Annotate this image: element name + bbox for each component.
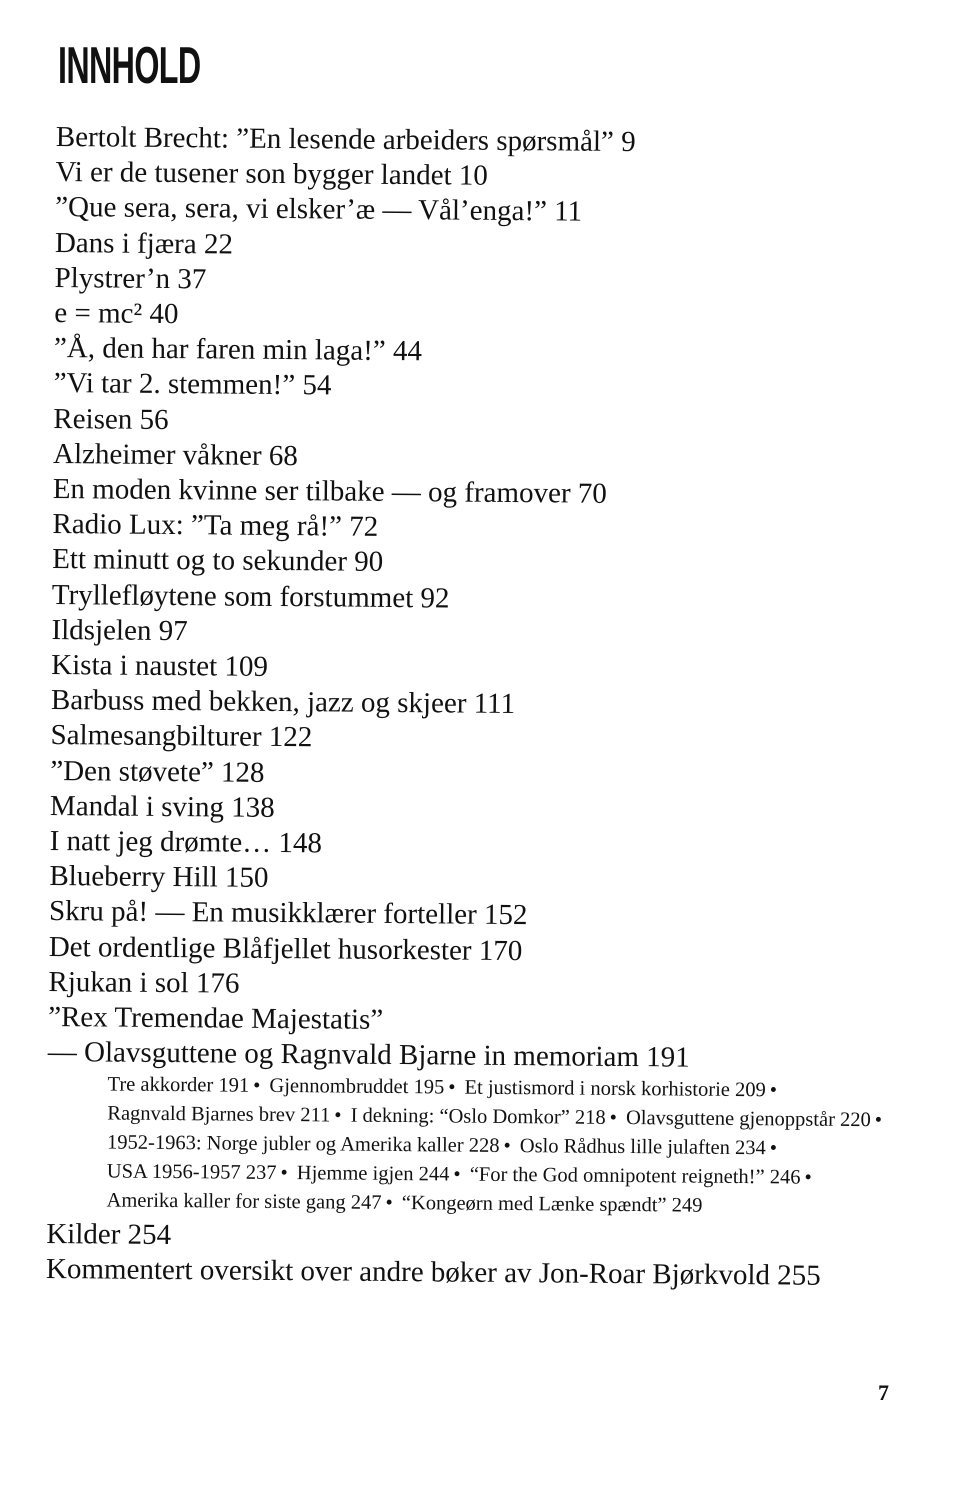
toc-entry-page: 255 — [777, 1259, 821, 1293]
bullet-separator: • — [385, 1192, 393, 1215]
toc-entry-page: 9 — [621, 125, 636, 159]
toc-entry-page: 56 — [139, 403, 169, 436]
toc-subentry-title: “For the God omnipotent reigneth!” — [469, 1164, 765, 1189]
toc-entry-page: 170 — [478, 934, 523, 967]
toc-subentry-title: Gjennombruddet — [269, 1075, 409, 1099]
toc-subentry — [106, 1190, 381, 1214]
toc-entry-page: 44 — [392, 335, 423, 368]
page-title: INNHOLD — [58, 37, 201, 95]
toc-subentry-page: 234 — [734, 1137, 766, 1160]
toc-entry-page: 37 — [177, 262, 207, 296]
bullet-separator: • — [448, 1076, 456, 1100]
bullet-separator: • — [874, 1109, 883, 1132]
toc-subentry-title: Oslo Rådhus lille julaften — [519, 1135, 731, 1160]
toc-subentry-page: 249 — [671, 1194, 703, 1218]
toc-subentry — [107, 1132, 500, 1157]
toc-subentry-title: Et justismord i norsk korhistorie — [464, 1077, 731, 1102]
toc-subentry — [269, 1075, 444, 1099]
bullet-separator: • — [769, 1137, 778, 1160]
toc-entry-page: 152 — [483, 899, 528, 932]
toc-entry-title: En moden kvinne ser tilbake — og framover — [52, 473, 571, 510]
toc-subentry-page: 247 — [350, 1192, 382, 1215]
toc-entry-page: 191 — [646, 1041, 690, 1074]
toc-entry — [54, 366, 914, 409]
toc-entry-title: Mandal i sving — [49, 789, 225, 824]
toc-entry-title: Ildsjelen — [51, 613, 152, 647]
toc-entry-title: Reisen — [53, 402, 133, 436]
toc-subentry-page: 211 — [300, 1104, 331, 1127]
bullet-separator: • — [609, 1107, 617, 1130]
toc-entry-page: 70 — [577, 477, 607, 510]
toc-subentries — [46, 1070, 897, 1222]
toc-entry-page: 68 — [268, 439, 299, 472]
toc-entry-page: 54 — [302, 369, 332, 402]
toc-entry-title: Alzheimer våkner — [52, 437, 262, 472]
toc-entry-title: Det ordentlige Blåfjellet husorkester — [48, 930, 472, 967]
bullet-separator: • — [334, 1104, 342, 1128]
bullet-separator: • — [253, 1075, 261, 1098]
toc-entry-title: e = mc² — [54, 297, 143, 330]
toc-entry-title: Kommentert oversikt over andre bøker av Jon-Roar Bjørkvold — [45, 1253, 771, 1292]
toc-entry-page: 40 — [149, 297, 179, 331]
toc-entry-title: Blueberry Hill — [49, 860, 218, 894]
bullet-separator: • — [769, 1079, 778, 1102]
toc-entry-title: Ett minutt og to sekunder — [52, 543, 348, 578]
toc-entry-title: Bertolt Brecht: ”En lesende arbeiders spørsmål” — [55, 120, 615, 158]
toc-entry-page: 111 — [473, 687, 516, 721]
toc-entry-title: Barbuss med bekken, jazz og skjeer — [50, 684, 467, 720]
toc-entry-title: Skru på! — En musikklærer forteller — [48, 895, 477, 932]
toc-subentry-page: 244 — [418, 1163, 450, 1186]
toc-entry-page: 97 — [158, 614, 188, 648]
toc-subentry-title: “Kongeørn med Lænke spændt” — [401, 1192, 667, 1217]
toc-entry-title: ”Den støvete” — [50, 754, 214, 789]
toc-subentry — [464, 1077, 765, 1102]
toc-subentry — [626, 1107, 871, 1131]
toc-subentry-page: 246 — [769, 1166, 801, 1190]
toc-entry-title: I natt jeg drømte… — [49, 825, 272, 859]
toc-subentry-title: Tre akkorder — [107, 1073, 214, 1097]
toc-subentry — [351, 1105, 606, 1129]
toc-entry-page: 148 — [278, 827, 323, 860]
toc-subentry-title: Amerika kaller for siste gang — [106, 1189, 346, 1215]
toc-subentry-title: USA 1956-1957 — [106, 1160, 241, 1185]
bullet-separator: • — [453, 1163, 461, 1187]
toc-entry-title: Salmesangbilturer — [50, 719, 262, 754]
bullet-separator: • — [804, 1167, 812, 1190]
table-of-contents — [46, 120, 916, 1295]
toc-entry-title: — Olavsguttene og Ragnvald Bjarne in memoriam — [47, 1036, 640, 1074]
toc-entry-page: 176 — [195, 967, 240, 1000]
toc-entry-title: Plystrer’n — [54, 261, 171, 295]
toc-entry-page: 90 — [354, 546, 384, 579]
toc-subentry-page: 220 — [839, 1109, 871, 1132]
toc-subentry-page: 237 — [245, 1162, 277, 1185]
toc-entry-page: 122 — [268, 721, 313, 754]
toc-subentry-title: I dekning: “Oslo Domkor” — [350, 1105, 570, 1130]
toc-entry-page: 92 — [420, 581, 450, 615]
toc-entry-page: 72 — [349, 510, 379, 544]
toc-subentry — [470, 1164, 801, 1189]
toc-entry-title: Kista i naustet — [51, 649, 218, 683]
toc-subentry-title: Olavsguttene gjenoppstår — [625, 1107, 836, 1132]
toc-subentry — [107, 1161, 277, 1184]
toc-subentry — [297, 1163, 450, 1186]
toc-entry-title: Vi er de tusener son bygger landet — [55, 156, 452, 192]
toc-entry-page: 11 — [554, 195, 583, 229]
toc-entry-page: 138 — [231, 791, 275, 824]
toc-subentry-title: Hjemme igjen — [296, 1162, 414, 1186]
toc-entry-title: ”Que sera, sera, vi elsker’æ — Vål’enga!” — [55, 191, 548, 228]
toc-subentry-page: 191 — [218, 1074, 250, 1098]
toc-entry-title: Radio Lux: ”Ta meg rå!” — [52, 508, 343, 543]
toc-entry-page: 128 — [220, 756, 265, 789]
toc-subentry-page: 195 — [413, 1076, 445, 1099]
toc-entry-title: Rjukan i sol — [48, 965, 189, 1000]
toc-subentry — [402, 1193, 703, 1218]
toc-subentry — [107, 1074, 249, 1097]
toc-subentry — [520, 1136, 766, 1160]
toc-entry-title: Tryllefløytene som forstummet — [51, 578, 414, 614]
toc-entry-title: Kilder — [46, 1218, 121, 1252]
toc-entry-title: Dans i fjæra — [54, 226, 197, 260]
page-number: 7 — [878, 1380, 889, 1405]
toc-subentry — [107, 1103, 330, 1127]
toc-entry-page: 254 — [127, 1219, 172, 1252]
toc-entry-page: 22 — [203, 227, 234, 261]
toc-subentry-title: 1952-1963: Norge jubler og Amerika kaller — [106, 1131, 464, 1158]
toc-subentry-page: 218 — [574, 1107, 606, 1130]
toc-entry-page: 10 — [458, 159, 488, 192]
bullet-separator: • — [503, 1135, 511, 1158]
bullet-separator: • — [280, 1162, 288, 1185]
toc-subentry-page: 209 — [734, 1079, 766, 1102]
toc-entry-page: 150 — [224, 861, 269, 895]
toc-entry-title: ”Vi tar 2. stemmen!” — [53, 367, 296, 402]
toc-entry-title: ”Rex Tremendae Majestatis” — [48, 1001, 384, 1036]
toc-entry-page: 109 — [224, 650, 269, 683]
toc-entry-title: ”Å, den har faren min laga!” — [53, 332, 386, 368]
toc-subentry-title: Ragnvald Bjarnes brev — [107, 1102, 296, 1127]
toc-subentry-page: 228 — [468, 1135, 500, 1158]
toc-entry-other-books — [46, 1252, 906, 1295]
toc-entry — [54, 261, 914, 304]
